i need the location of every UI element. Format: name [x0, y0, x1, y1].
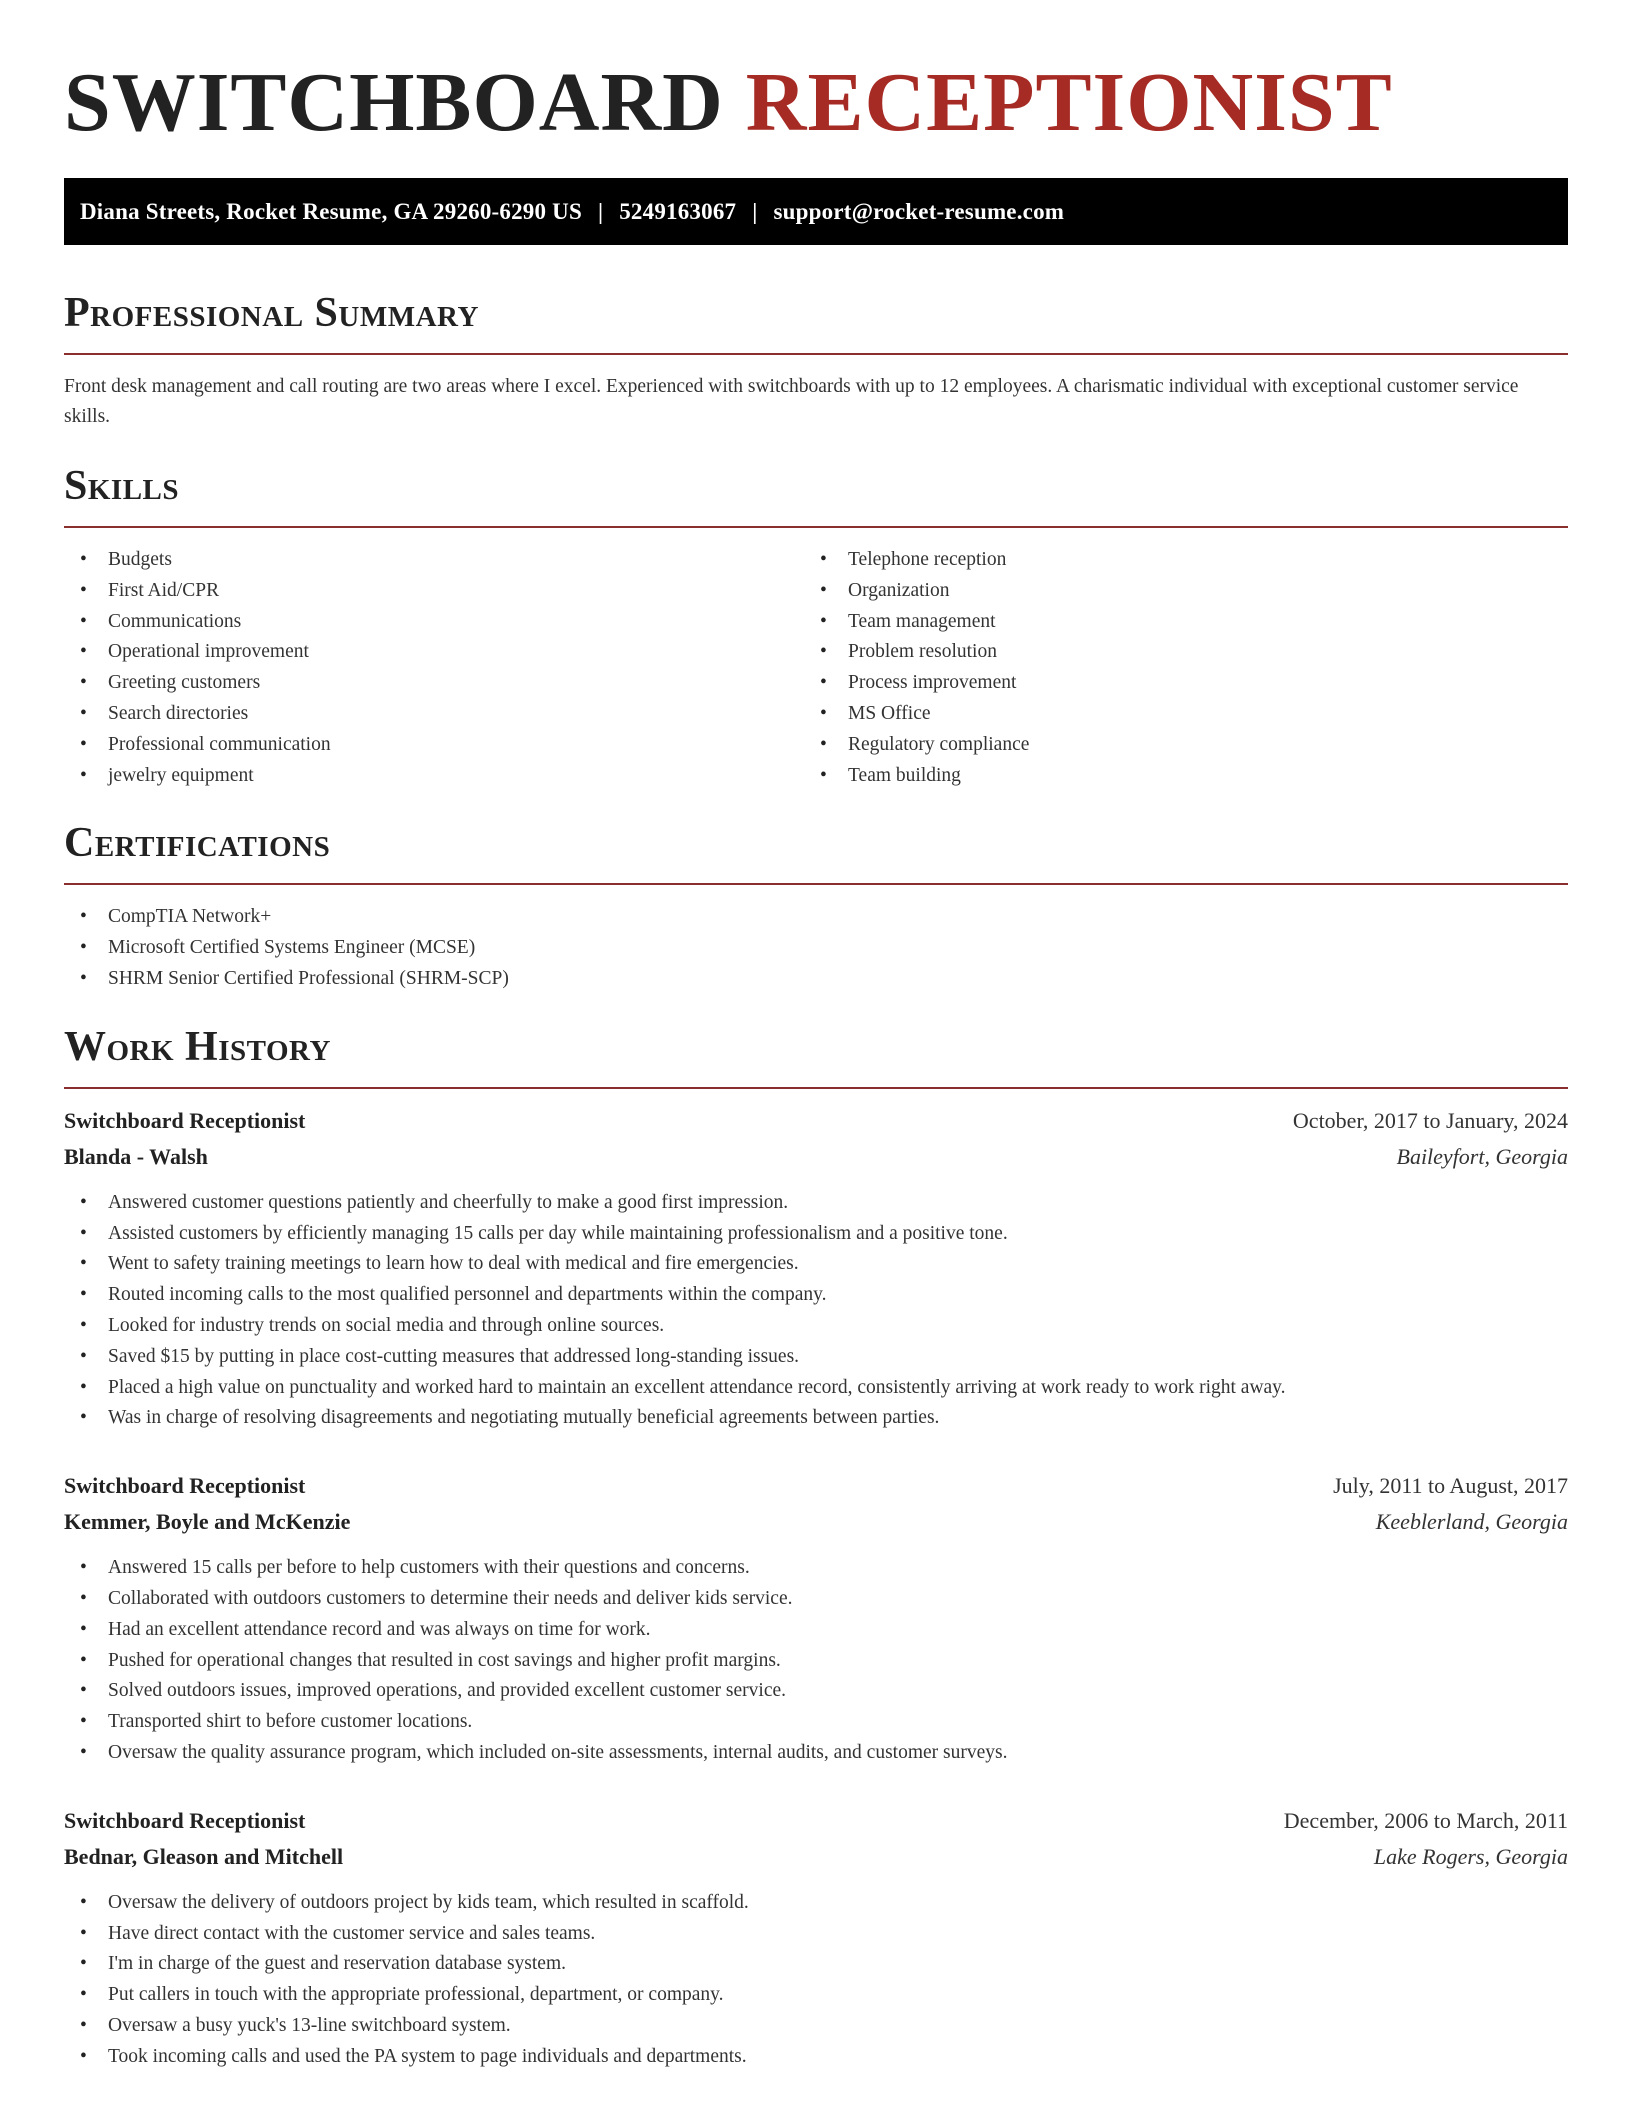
job-location: Lake Rogers, Georgia	[1373, 1843, 1568, 1869]
resume-title	[64, 0, 1568, 148]
job-bullet: • Saved $15 by putting in place cost-cutting measures that addressed long-standing issues.	[64, 1342, 1568, 1373]
section-divider	[64, 353, 1568, 355]
skill-item: • First Aid/CPR	[64, 576, 804, 607]
skill-item: • MS Office	[804, 699, 1544, 730]
job-title: Switchboard Receptionist	[64, 1473, 306, 1499]
work-history-heading: Work History	[64, 1023, 331, 1070]
job-bullets	[64, 1888, 1568, 2073]
contact-phone[interactable]: 5249163067	[619, 198, 737, 224]
job-company: Kemmer, Boyle and McKenzie	[64, 1509, 351, 1535]
certifications-list	[64, 902, 1568, 994]
job-dates: October, 2017 to January, 2024	[1292, 1107, 1568, 1133]
job-bullet: • Oversaw the delivery of outdoors project by kids team, which resulted in scaffold.	[64, 1888, 1568, 1919]
job-bullet: • Have direct contact with the customer service and sales teams.	[64, 1919, 1568, 1950]
contact-separator: |	[752, 198, 758, 224]
contact-address: Diana Streets, Rocket Resume, GA 29260-6290 US	[80, 198, 582, 224]
job-bullets	[64, 1553, 1568, 1769]
skill-item: • Problem resolution	[804, 637, 1544, 668]
job-bullet: • Solved outdoors issues, improved operations, and provided excellent customer service.	[64, 1676, 1568, 1707]
job-header-row	[64, 1839, 1568, 1875]
job-header-row	[64, 1504, 1568, 1540]
job-location: Baileyfort, Georgia	[1396, 1143, 1568, 1169]
job-entry	[64, 1103, 1568, 1434]
skill-item: • Regulatory compliance	[804, 730, 1544, 761]
skill-item: • Telephone reception	[804, 545, 1544, 576]
job-bullet: • Oversaw a busy yuck's 13-line switchboard system.	[64, 2011, 1568, 2042]
skill-item: • Professional communication	[64, 730, 804, 761]
job-bullet: • Pushed for operational changes that resulted in cost savings and higher profit margins.	[64, 1646, 1568, 1677]
skills-grid	[64, 545, 1568, 791]
job-bullet: • Collaborated with outdoors customers to determine their needs and deliver kids service.	[64, 1584, 1568, 1615]
job-bullet: • Placed a high value on punctuality and worked hard to maintain an excellent attendance record, consistently arriving at work ready to work right away.	[64, 1373, 1568, 1404]
skill-item: • Operational improvement	[64, 637, 804, 668]
summary-heading: Professional Summary	[64, 290, 479, 336]
skill-item: • jewelry equipment	[64, 761, 804, 792]
job-bullet: • Answered 15 calls per before to help customers with their questions and concerns.	[64, 1553, 1568, 1584]
certifications-heading: Certifications	[64, 820, 331, 867]
job-header-row	[64, 1803, 1568, 1839]
job-bullet: • Looked for industry trends on social media and through online sources.	[64, 1311, 1568, 1342]
contact-bar	[64, 178, 1568, 245]
skill-item: • Budgets	[64, 545, 804, 576]
job-header-row	[64, 1468, 1568, 1504]
job-company: Blanda - Walsh	[64, 1143, 208, 1169]
skills-heading: Skills	[64, 463, 180, 509]
contact-email[interactable]: support@rocket-resume.com	[773, 198, 1065, 224]
skill-item: • Communications	[64, 607, 804, 638]
job-dates: December, 2006 to March, 2011	[1283, 1807, 1568, 1833]
section-divider	[64, 1087, 1568, 1089]
skills-list-left	[64, 545, 804, 791]
skill-item: • Organization	[804, 576, 1544, 607]
summary-text: Front desk management and call routing are two areas where I excel. Experienced with switchboards with up to 12 employees. A charismatic individual with exceptional customer service skills.	[64, 376, 1519, 427]
skill-item: • Team building	[804, 761, 1544, 792]
certification-item: • CompTIA Network+	[64, 902, 1568, 933]
job-bullet: • Answered customer questions patiently and cheerfully to make a good first impression.	[64, 1188, 1568, 1219]
job-entry	[64, 1803, 1568, 2073]
job-header-row	[64, 1103, 1568, 1139]
job-dates: July, 2011 to August, 2017	[1333, 1473, 1568, 1499]
job-header-row	[64, 1139, 1568, 1175]
job-bullets	[64, 1188, 1568, 1434]
certification-item: • SHRM Senior Certified Professional (SHRM-SCP)	[64, 964, 1568, 995]
skill-item: • Greeting customers	[64, 668, 804, 699]
section-divider	[64, 526, 1568, 528]
job-entry	[64, 1468, 1568, 1769]
job-company: Bednar, Gleason and Mitchell	[64, 1843, 344, 1869]
job-bullet: • Went to safety training meetings to learn how to deal with medical and fire emergencies.	[64, 1249, 1568, 1280]
job-location: Keeblerland, Georgia	[1375, 1509, 1568, 1535]
job-bullet: • Put callers in touch with the appropriate professional, department, or company.	[64, 1980, 1568, 2011]
contact-separator: |	[597, 198, 604, 224]
job-bullet: • Assisted customers by efficiently managing 15 calls per day while maintaining professionalism and a positive tone.	[64, 1219, 1568, 1250]
certification-item: • Microsoft Certified Systems Engineer (MCSE)	[64, 933, 1568, 964]
job-bullet: • I'm in charge of the guest and reservation database system.	[64, 1949, 1568, 1980]
skill-item: • Search directories	[64, 699, 804, 730]
job-title: Switchboard Receptionist	[64, 1107, 306, 1133]
title-accent: RECEPTIONIST	[745, 56, 1393, 149]
title-main: SWITCHBOARD	[64, 56, 724, 149]
job-title: Switchboard Receptionist	[64, 1807, 306, 1833]
skills-list-right	[804, 545, 1544, 791]
job-bullet: • Took incoming calls and used the PA system to page individuals and departments.	[64, 2042, 1568, 2073]
job-bullet: • Had an excellent attendance record and was always on time for work.	[64, 1615, 1568, 1646]
job-bullet: • Was in charge of resolving disagreements and negotiating mutually beneficial agreements between parties.	[64, 1403, 1568, 1434]
section-divider	[64, 883, 1568, 885]
job-bullet: • Routed incoming calls to the most qualified personnel and departments within the company.	[64, 1280, 1568, 1311]
job-bullet: • Oversaw the quality assurance program, which included on-site assessments, internal audits, and customer surveys.	[64, 1738, 1568, 1769]
work-history-list	[64, 1103, 1568, 2073]
job-bullet: • Transported shirt to before customer locations.	[64, 1707, 1568, 1738]
skill-item: • Process improvement	[804, 668, 1544, 699]
skill-item: • Team management	[804, 607, 1544, 638]
